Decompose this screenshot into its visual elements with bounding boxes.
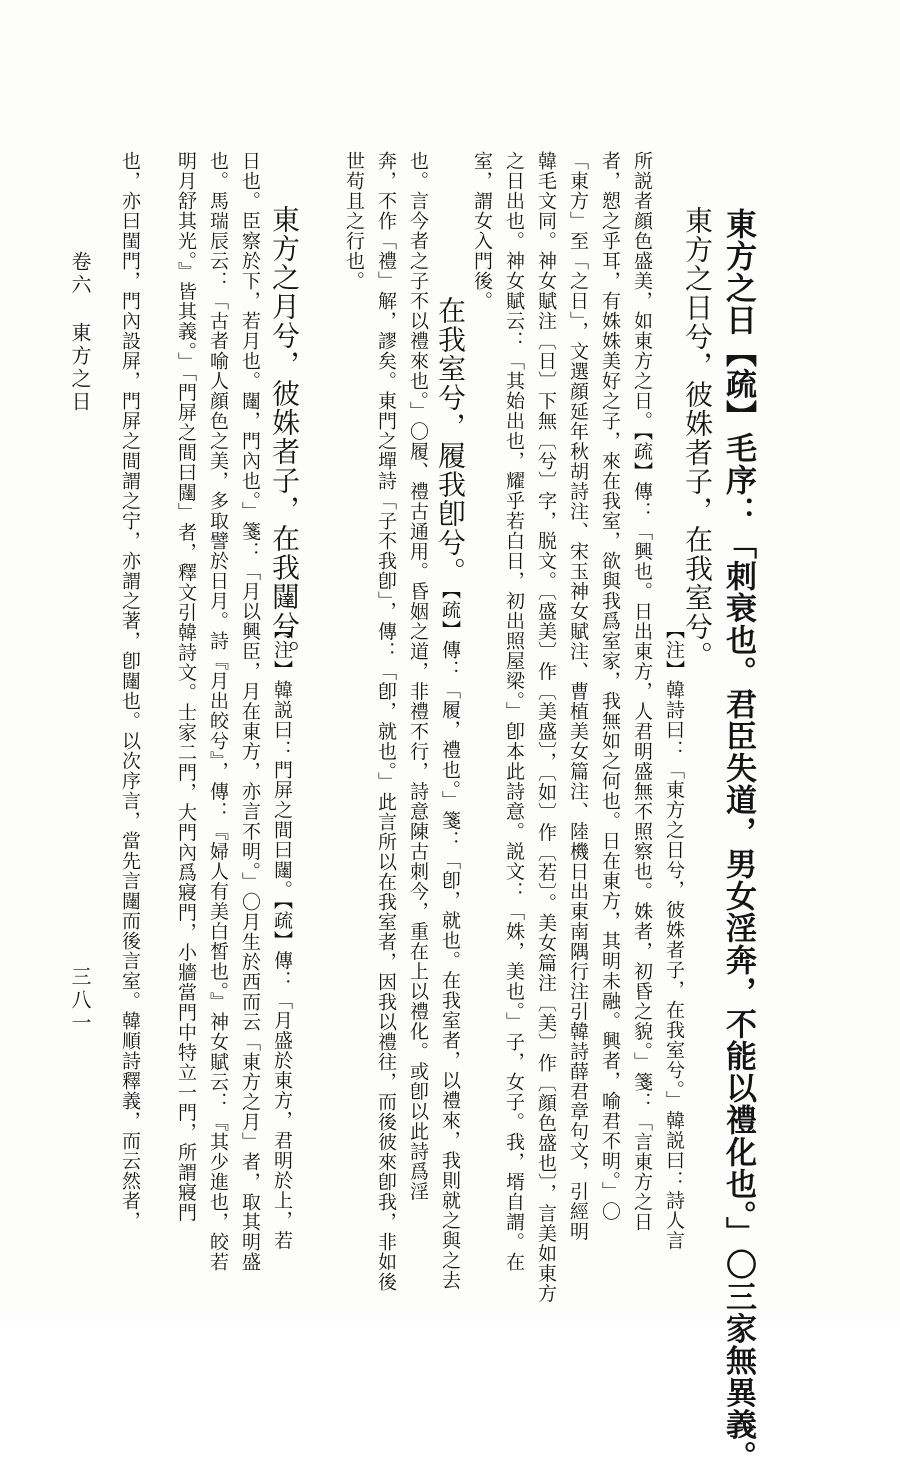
verse-line: 東方之月兮，彼姝者子，在我闥兮。 xyxy=(268,205,301,669)
commentary-line: 日也。臣察於下，若月也。闥，門內也。」箋：「月以興臣，月在東方，亦言不明。」〇月生於西而云「東方之月」者，取其明盛 xyxy=(239,151,261,1272)
commentary-line: 【注】韓説曰：門屏之間曰闥。【疏】傳：「月盛於東方，君明於上，若 xyxy=(271,620,293,1251)
commentary-line: 【疏】傳：「履，禮也。」箋：「卽，就也。在我室者，以禮來，我則就之與之去 xyxy=(439,580,461,1291)
commentary-line: 室，謂女入門後。 xyxy=(471,151,493,311)
commentary-line: 也。言今者之子不以禮來也。」〇履、禮古通用。昏姻之道，非禮不行，詩意陳古刺今，重在上以禮化。或卽以此詩爲淫 xyxy=(407,151,429,1202)
running-head-chapter: 卷六 xyxy=(68,251,92,297)
commentary-line: 明月舒其光。』皆其義。」「門屏之間曰闥」者，釋文引韓詩文。士家二門，大門內爲寢門，小牆當門中特立一門，所謂寢門 xyxy=(175,151,197,1223)
commentary-line: 也。馬瑞辰云：「古者喻人顔色之美，多取譬於日月。詩『月出皎兮』，傳：『婦人有美白皙也。』神女賦云：『其少進也，皎若 xyxy=(207,151,229,1272)
verse-line: 東方之日兮，彼姝者子，在我室兮。 xyxy=(681,206,714,670)
page-number: 三八一 xyxy=(68,966,92,1035)
running-head-section: 東方之日 xyxy=(68,322,92,414)
commentary-line: 「東方」至「之日」，文選顔延年秋胡詩注、宋玉神女賦注、曹植美女篇注、陸機日出東南隅行注引韓詩薛君章句文，引經明 xyxy=(567,151,589,1242)
poem-title-line: 東方之日【疏】毛序：「刺衰也。君臣失道，男女淫奔，不能以禮化也。」〇三家無異義。 xyxy=(720,208,756,1473)
commentary-line: 韓毛文同。神女賦注〔日〕下無〔兮〕字，脱文。〔盛美〕作〔美盛〕，〔如〕作〔若〕。美女篇注〔美〕作〔顔色盛也〕，言美如東方 xyxy=(535,151,557,1304)
commentary-line: 之日出也。神女賦云：「其始出也，耀乎若白日，初出照屋梁。」卽本此詩意。説文：「姝，美也。」子，女子。我，壻自謂。在 xyxy=(503,151,525,1272)
verse-line: 在我室兮，履我卽兮。 xyxy=(434,296,467,586)
commentary-line: 【注】韓詩曰：「東方之日兮，彼姝者子，在我室兮。」韓説曰：詩人言 xyxy=(663,620,685,1251)
commentary-line: 所説者顔色盛美，如東方之日。【疏】傳：「興也。日出東方，人君明盛無不照察也。姝者，初昏之貌。」箋：「言東方之日 xyxy=(631,151,653,1232)
commentary-line: 者，愬之乎耳，有姝姝美好之子，來在我室，欲與我爲室家，我無如之何也。日在東方，其明未融。興者，喻君不明。」〇 xyxy=(599,151,621,1222)
commentary-line: 也，亦曰閨門，門內設屏，門屏之間謂之宁，亦謂之著，卽闥也。以次序言，當先言闥而後言室。韓順詩釋義，而云然者， xyxy=(119,151,141,1231)
commentary-line: 奔，不作「禮」解，謬矣。東門之墠詩「子不我卽」，傳：「卽，就也。」此言所以在我室者，因我以禮往，而後彼來卽我，非如後 xyxy=(375,151,397,1292)
commentary-line: 世苟且之行也。 xyxy=(343,151,365,291)
